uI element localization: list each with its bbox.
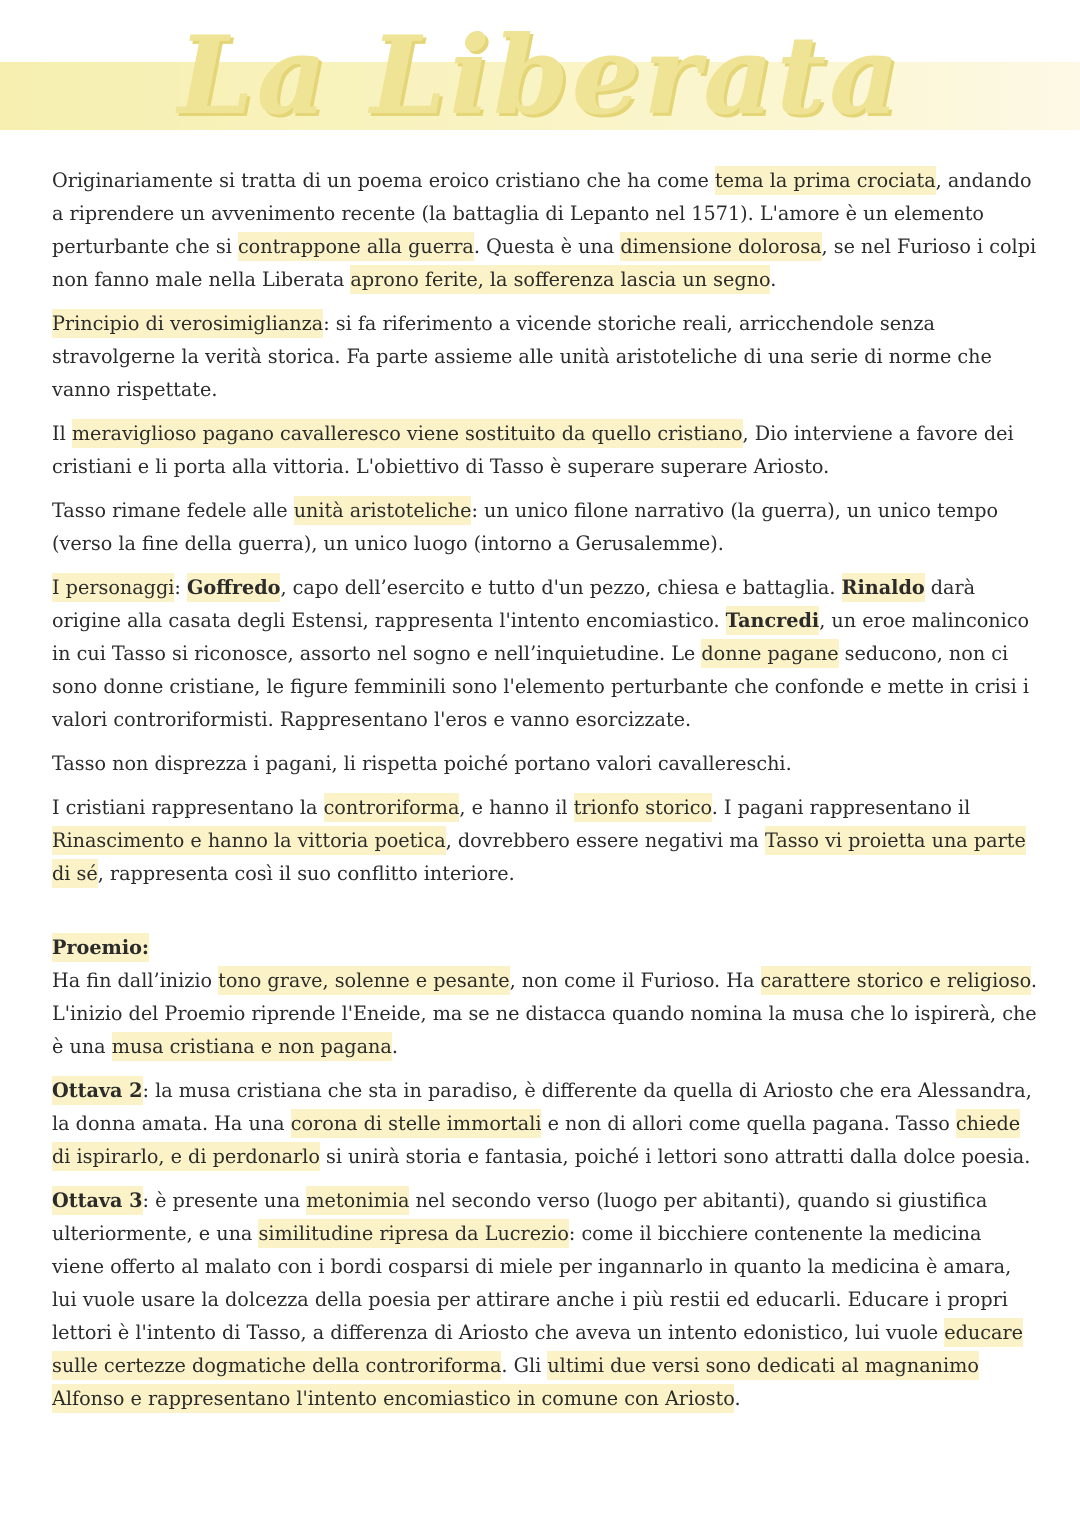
highlight: tono grave, solenne e pesante <box>218 966 509 995</box>
text: : <box>174 576 187 599</box>
highlight: aprono ferite, la sofferenza lascia un segno <box>350 265 770 294</box>
text: , se nel Furioso i colpi non fanno male nella Liberata <box>52 235 1037 291</box>
text: e non di allori come quella pagana. Tasso <box>541 1112 956 1135</box>
text: : è presente una <box>142 1189 307 1212</box>
text: : un unico filone narrativo (la guerra), un unico tempo (verso la fine della guerra), un unico luogo (intorno a Gerusalemme). <box>52 499 999 555</box>
text: , andando a riprendere un avvenimento recente (la battaglia di Lepanto nel 1571). L'amore è un elemento perturbante che si <box>52 169 1032 258</box>
ottava-label: Ottava 2 <box>52 1076 143 1105</box>
highlight: controriforma <box>324 793 460 822</box>
highlight: tema la prima crociata <box>715 166 936 195</box>
paragraph-unita <box>52 494 1037 560</box>
paragraph-pagani: Tasso non disprezza i pagani, li rispetta poiché portano valori cavallereschi. <box>52 752 792 775</box>
text: , un eroe malinconico in cui Tasso si riconosce, assorto nel sogno e nell’inquietudine. Le <box>52 609 1030 665</box>
text: , capo dell’esercito e tutto d'un pezzo, chiesa e battaglia. <box>280 576 842 599</box>
text: . I pagani rappresentano il <box>711 796 971 819</box>
highlight: chiede di ispirarlo, e di perdonarlo <box>52 1109 1020 1171</box>
text: I cristiani rappresentano la <box>52 796 324 819</box>
text: . L'inizio del Proemio riprende l'Eneide, ma se ne distacca quando nomina la musa che lo ispirerà, che è una <box>52 969 1037 1058</box>
text: , rappresenta così il suo conflitto interiore. <box>97 862 515 885</box>
highlight: contrappone alla guerra <box>238 232 474 261</box>
highlight: I personaggi <box>52 573 174 602</box>
highlight-bold: Rinaldo <box>842 573 925 602</box>
text: seducono, non ci sono donne cristiane, le figure femminili sono l'elemento perturbante che confonde e mette in crisi i valori controriformisti. Rappresentano l'eros e vanno esorcizzate. <box>52 642 1029 731</box>
highlight: dimensione dolorosa <box>620 232 821 261</box>
ottava-label: Ottava 3 <box>52 1186 143 1215</box>
highlight-bold: Goffredo <box>187 573 280 602</box>
highlight: Tasso vi proietta una parte di sé <box>52 826 1026 888</box>
paragraph-ottava-2 <box>52 1074 1037 1173</box>
paragraph-ottava-3 <box>52 1184 1037 1415</box>
text: . Questa è una <box>473 235 621 258</box>
text: Il <box>52 422 72 445</box>
section-spacer <box>52 901 1037 931</box>
text: si unirà storia e fantasia, poiché i lettori sono attratti dalla dolce poesia. <box>319 1145 1031 1168</box>
text: Tasso rimane fedele alle <box>52 499 294 522</box>
paragraph-intro <box>52 164 1037 296</box>
highlight: trionfo storico <box>574 793 712 822</box>
text: : si fa riferimento a vicende storiche reali, arricchendole senza stravolgerne la verità storica. Fa parte assieme alle unità aristoteliche di una serie di norme che vanno rispettate. <box>52 312 992 401</box>
highlight: similitudine ripresa da Lucrezio <box>258 1219 568 1248</box>
paragraph-personaggi <box>52 571 1037 736</box>
text: Originariamente si tratta di un poema eroico cristiano che ha come <box>52 169 715 192</box>
section-heading: Proemio: <box>52 933 149 962</box>
paragraph-proemio <box>52 964 1037 1063</box>
document-body <box>52 164 1037 1426</box>
text: nel secondo verso (luogo per abitanti), quando si giustifica ulteriormente, e una <box>52 1189 988 1245</box>
text: : la musa cristiana che sta in paradiso, è differente da quella di Ariosto che era Alessandra, la donna amata. Ha una <box>52 1079 1032 1135</box>
text: , e hanno il <box>459 796 574 819</box>
highlight: corona di stelle immortali <box>291 1109 542 1138</box>
text: . <box>734 1387 741 1410</box>
highlight: Rinascimento e hanno la vittoria poetica <box>52 826 446 855</box>
highlight: carattere storico e religioso <box>761 966 1031 995</box>
highlight: unità aristoteliche <box>294 496 472 525</box>
text: , Dio interviene a favore dei cristiani e li porta alla vittoria. L'obiettivo di Tasso è superare superare Ariosto. <box>52 422 1014 478</box>
text: : come il bicchiere contenente la medicina viene offerto al malato con i bordi cosparsi di miele per ingannarlo in quanto la medicina è amara, lui vuole usare la dolcezza della poesia per attirare anche i più restii ed educarli. Educare i propri lettori è l'intento di Tasso, a differenza di Ariosto che aveva un intento edonistico, lui vuole <box>52 1222 1012 1344</box>
paragraph-meraviglioso <box>52 417 1037 483</box>
highlight: ultimi due versi sono dedicati al magnanimo Alfonso e rappresentano l'intento encomiastico in comune con Ariosto <box>52 1351 979 1413</box>
highlight: donne pagane <box>701 639 838 668</box>
highlight: educare sulle certezze dogmatiche della controriforma <box>52 1318 1023 1380</box>
page-title: La Liberata <box>177 13 903 139</box>
highlight: Principio di verosimiglianza <box>52 309 323 338</box>
text: . <box>770 268 777 291</box>
highlight-bold: Tancredi <box>726 606 820 635</box>
text: darà origine alla casata degli Estensi, rappresenta l'intento encomiastico. <box>52 576 976 632</box>
text: . Gli <box>501 1354 548 1377</box>
text: , non come il Furioso. Ha <box>509 969 761 992</box>
highlight: musa cristiana e non pagana <box>112 1032 392 1061</box>
highlight: meraviglioso pagano cavalleresco viene sostituito da quello cristiano <box>72 419 743 448</box>
text: . <box>391 1035 398 1058</box>
text: Ha fin dall’inizio <box>52 969 219 992</box>
paragraph-verosimiglianza <box>52 307 1037 406</box>
highlight: metonimia <box>306 1186 409 1215</box>
proemio-heading-line <box>52 931 1037 964</box>
paragraph-cristiani <box>52 791 1037 890</box>
text: , dovrebbero essere negativi ma <box>445 829 765 852</box>
